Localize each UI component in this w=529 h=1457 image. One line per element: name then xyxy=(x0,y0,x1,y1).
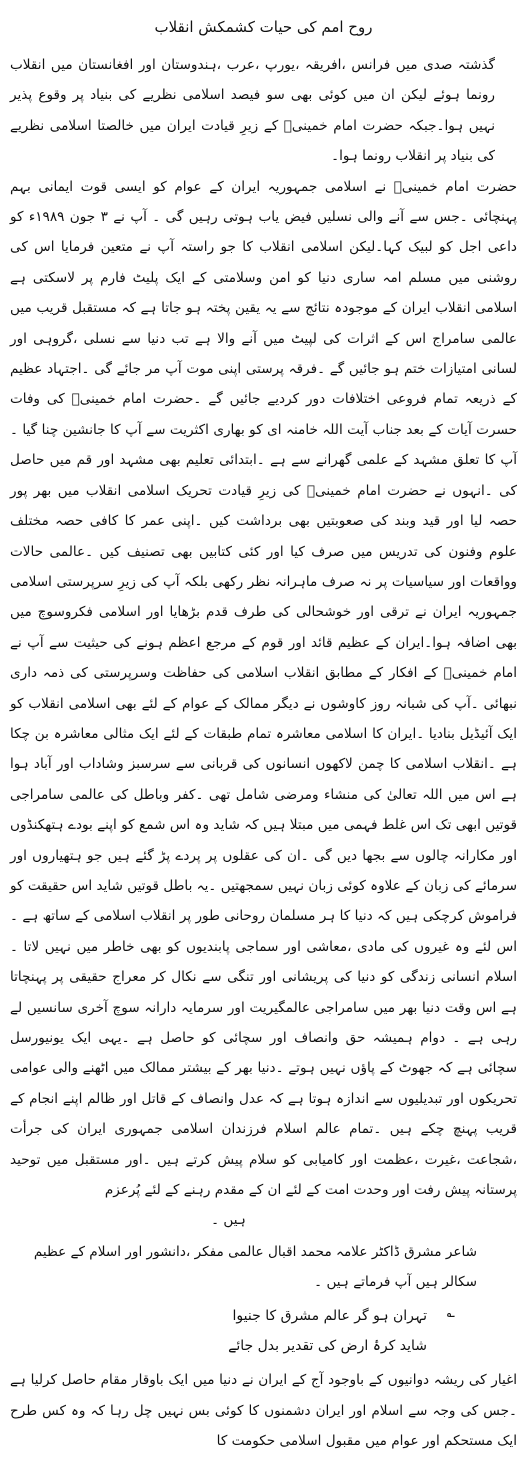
poet-introduction: شاعر مشرق ڈاکٹر علامہ محمد اقبال عالمی مفکر ،دانشور اور اسلام کے عظیم سکالر ہیں آپ فرماتے ہیں ۔ xyxy=(33,1244,477,1291)
verse-line-2: شاید کرۂ ارض کی تقدیر بدل جائے xyxy=(228,1338,427,1355)
paragraph-main: حضرت امام خمینیؒ نے اسلامی جمہوریہ ایران کے عوام کو ایسی قوت ایمانی بہم پہنچائی ۔جس سے آنے والی نسلیں فیض یاب ہوتی رہیں گی ۔ آپ نے ۳ جون ۱۹۸۹ء کو داعی اجل کو لبیک کہا۔لیکن اسلامی انقلاب کا جو راستہ آپ نے متعین فرمایا اس کی روشنی میں مسلم امہ ساری دنیا کو امن وسلامتی کے ایک پلیٹ فارم پر لاسکتی ہے اسلامی انقلاب ایران کے موجودہ نتائج سے یہ یقین پختہ ہو جاتا ہے کہ مستقبل قریب میں عالمی سامراج اس کے اثرات کی لپیٹ میں آنے والا ہے تب دنیا سے نسلی ،گروہی اور لسانی امتیازات ختم ہو جائیں گے ۔فرقہ پرستی اپنی موت آپ مر جائے گی ۔اجتہاد عظیم کے ذریعہ تمام فروعی اختلافات دور کردیے جائیں گے ۔حضرت امام خمینیؒ کی وفات حسرت آیات کے بعد جناب آیت اللہ خامنہ ای کو بھاری اکثریت سے آپ کا جانشین چنا گیا ۔آپ کا تعلق مشہد کے علمی گھرانے سے ہے ۔ابتدائی تعلیم بھی مشہد اور قم میں حاصل کی ۔انہوں نے حضرت امام خمینیؒ کی زیرِ قیادت تحریک اسلامی انقلاب میں بھر پور حصہ لیا اور قید وبند کی صعوبتیں بھی برداشت کیں ۔اپنی عمر کا کافی حصہ مختلف علوم وفنون کی تدریس میں صرف کیا اور کئی کتابیں بھی تصنیف کیں ۔عالمی حالات وواقعات اور سیاسیات پر نہ صرف ماہرانہ نظر رکھی بلکہ آپ کی زیرِ سرپرستی اسلامی جمہوریہ ایران نے ترقی اور خوشحالی کی طرف قدم بڑھایا اور اسلامی فکروسوچ میں بھی اضافہ ہوا۔ایران کے عظیم قائد اور قوم کے مرجع اعظم ہونے کی حیثیت سے آپ نے امام خمینیؒ کے افکار کے مطابق انقلاب اسلامی کی حفاظت وسرپرستی کی ذمہ داری نبھائی ۔آپ کی شبانہ روز کاوشوں نے دیگر ممالک کے عوام کے لئے بھی اسلامی انقلاب کو ایک آئیڈیل بنادیا ۔ایران کا اسلامی معاشرہ تمام طبقات کے لئے ایک مثالی معاشرہ بن چکا ہے ۔انقلاب اسلامی کا چمن لاکھوں انسانوں کی قربانی سے سرسبز وشاداب اور آباد ہوا ہے اس میں اللہ تعالیٰ کی منشاء ومرضی شامل تھی ۔کفر وباطل کی عالمی سامراجی قوتیں ابھی تک اس غلط فہمی میں مبتلا ہیں کہ شاید وہ اس شمع کو اپنے بودے ہتھکنڈوں اور مکارانہ چالوں سے بجھا دیں گی ۔ان کی عقلوں پر پردے پڑ گئے ہیں جو ہتھیاروں اور سرمائے کی زبان کے علاوہ کوئی زبان نہیں سمجھتیں ۔یہ باطل قوتیں شاید اس حقیقت کو فراموش کرچکی ہیں کہ دنیا کا ہر مسلمان روحانی طور پر انقلاب اسلامی کے ساتھ ہے ۔اس لئے وہ غیروں کی مادی ،معاشی اور سماجی پابندیوں کو بھی خاطر میں نہیں لاتا ۔اسلام انسانی زندگی کو دنیا کی پریشانی اور تنگی سے نکال کر معراج حقیقی پر پہنچاتا ہے اس وقت دنیا بھر میں سامراجی عالمگیریت اور سرمایہ دارانہ سوچ آخری سانسیں لے رہی ہے ۔ دوام ہمیشہ حق وانصاف اور سچائی کو حاصل ہے ۔یہی ایک یونیورسل سچائی ہے کہ جھوٹ کے پاؤں نہیں ہوتے ۔دنیا بھر کے بیشتر ممالک میں اٹھنے والی عوامی تحریکوں اور تبدیلیوں سے اندازہ ہوتا ہے کہ عدل وانصاف کے قاتل اور ظالم اپنے انجام کے قریب پہنچ چکے ہیں ۔تمام عالم اسلام فرزندان اسلامی جمہوری ایران کی جرأت ،شجاعت ،غیرت ،عظمت اور کامیابی کو سلام پیش کرتے ہیں ۔اور مستقبل میں توحید پرستانہ پیش رفت اور وحدت امت کے لئے ان کے مقدم رہنے کے لئے پُرعزم xyxy=(10,178,517,1199)
paragraph-intro: گذشتہ صدی میں فرانس ،افریقہ ،یورپ ،عرب ،ہندوستان اور افغانستان میں انقلاب رونما ہوئے لیکن ان میں کوئی بھی سو فیصد اسلامی نظریے کی بنیاد پر وقوع پذیر نہیں ہوا۔جبکہ حضرت امام خمینیؒ کے زیرِ قیادت ایران میں خالصتا اسلامی نظریے کی بنیاد پر انقلاب رونما ہوا۔ xyxy=(10,57,495,165)
verse-couplet xyxy=(10,1301,517,1361)
verse-line-1: تہران ہو گر عالم مشرق کا جنیوا xyxy=(232,1308,427,1325)
paragraph-main-end: ہیں ۔ xyxy=(211,1212,246,1229)
paragraph-final: اغیار کی ریشہ دوانیوں کے باوجود آج کے ایران نے دنیا میں ایک باوقار مقام حاصل کرلیا ہے ۔جس کی وجہ سے اسلام اور ایران دشمنوں کا کوئی بس نہیں چل رہا کہ وہ کس طرح ایک مستحکم اور عوام میں مقبول اسلامی حکومت کا xyxy=(10,1372,517,1450)
page-title: روح امم کی حیات کشمکش انقلاب xyxy=(154,18,373,36)
verse-mark: ؎ xyxy=(446,1305,455,1322)
